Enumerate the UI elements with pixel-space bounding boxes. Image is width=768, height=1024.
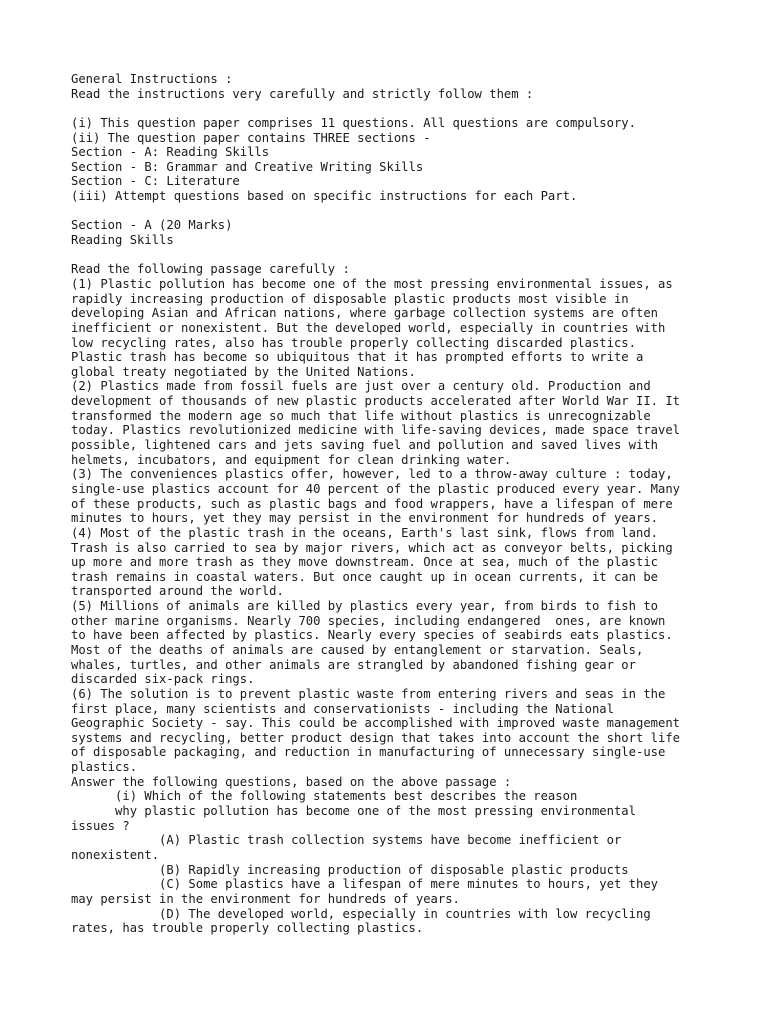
text-line: (B) Rapidly increasing production of disposable plastic products bbox=[71, 862, 629, 877]
text-line: Section - B: Grammar and Creative Writing Skills bbox=[71, 159, 424, 174]
text-line: global treaty negotiated by the United Nations. bbox=[71, 364, 416, 379]
text-line: (C) Some plastics have a lifespan of mere minutes to hours, yet they bbox=[71, 877, 658, 892]
text-line: possible, lightened cars and jets saving fuel and pollution and saved lives with bbox=[71, 438, 658, 453]
text-line: transported around the world. bbox=[71, 584, 284, 599]
text-line: rapidly increasing production of disposable plastic products most visible in bbox=[71, 291, 629, 306]
text-line: transformed the modern age so much that life without plastics is unrecognizable bbox=[71, 408, 651, 423]
text-line: single-use plastics account for 40 percent of the plastic produced every year. Many bbox=[71, 481, 681, 496]
text-line: Reading Skills bbox=[71, 233, 174, 248]
text-line: inefficient or nonexistent. But the developed world, especially in countries with bbox=[71, 320, 666, 335]
text-line: of these products, such as plastic bags and food wrappers, have a lifespan of mere bbox=[71, 496, 673, 511]
text-line: (3) The conveniences plastics offer, however, led to a throw-away culture : today, bbox=[71, 467, 673, 482]
text-line: Section - C: Literature bbox=[71, 174, 240, 189]
text-line: whales, turtles, and other animals are strangled by abandoned fishing gear or bbox=[71, 657, 636, 672]
text-line: minutes to hours, yet they may persist in the environment for hundreds of years. bbox=[71, 511, 658, 526]
text-line: Answer the following questions, based on the above passage : bbox=[71, 774, 512, 789]
text-line: developing Asian and African nations, where garbage collection systems are often bbox=[71, 306, 658, 321]
text-line: (1) Plastic pollution has become one of the most pressing environmental issues, as bbox=[71, 276, 673, 291]
document-page bbox=[71, 72, 751, 936]
text-line: (iii) Attempt questions based on specific instructions for each Part. bbox=[71, 189, 578, 204]
text-line: may persist in the environment for hundreds of years. bbox=[71, 891, 460, 906]
text-line: Most of the deaths of animals are caused by entanglement or starvation. Seals, bbox=[71, 642, 644, 657]
text-line: (6) The solution is to prevent plastic waste from entering rivers and seas in the bbox=[71, 686, 666, 701]
text-line: other marine organisms. Nearly 700 species, including endangered ones, are known bbox=[71, 613, 666, 628]
text-line: to have been affected by plastics. Nearly every species of seabirds eats plastics. bbox=[71, 628, 673, 643]
text-line: (2) Plastics made from fossil fuels are just over a century old. Production and bbox=[71, 379, 651, 394]
text-line: (4) Most of the plastic trash in the oceans, Earth's last sink, flows from land. bbox=[71, 525, 658, 540]
text-line: General Instructions : bbox=[71, 72, 233, 86]
text-line: systems and recycling, better product design that takes into account the short life bbox=[71, 730, 681, 745]
text-line: (ii) The question paper contains THREE sections - bbox=[71, 130, 431, 145]
text-line: helmets, incubators, and equipment for clean drinking water. bbox=[71, 452, 512, 467]
text-line: Trash is also carried to sea by major rivers, which act as conveyor belts, picking bbox=[71, 540, 673, 555]
text-line: issues ? bbox=[71, 818, 130, 833]
text-line: up more and more trash as they move downstream. Once at sea, much of the plastic bbox=[71, 555, 658, 570]
text-line: (A) Plastic trash collection systems have become inefficient or bbox=[71, 833, 622, 848]
text-line: Section - A: Reading Skills bbox=[71, 145, 270, 160]
text-line bbox=[71, 248, 751, 263]
text-line bbox=[71, 101, 751, 116]
text-line: first place, many scientists and conservationists - including the National bbox=[71, 701, 614, 716]
text-line: low recycling rates, also has trouble properly collecting discarded plastics. bbox=[71, 335, 636, 350]
text-line: discarded six-pack rings. bbox=[71, 672, 255, 687]
text-line: plastics. bbox=[71, 760, 138, 775]
text-line: Plastic trash has become so ubiquitous that it has prompted efforts to write a bbox=[71, 350, 644, 365]
text-line: (D) The developed world, especially in countries with low recycling bbox=[71, 906, 651, 921]
text-line: (5) Millions of animals are killed by plastics every year, from birds to fish to bbox=[71, 599, 658, 614]
text-line: Section - A (20 Marks) bbox=[71, 218, 233, 233]
text-line bbox=[71, 204, 751, 219]
text-line: why plastic pollution has become one of the most pressing environmental bbox=[71, 804, 636, 819]
text-line: Read the following passage carefully : bbox=[71, 262, 350, 277]
text-line: rates, has trouble properly collecting plastics. bbox=[71, 921, 424, 936]
text-line: of disposable packaging, and reduction in manufacturing of unnecessary single-use bbox=[71, 745, 666, 760]
text-line: (i) Which of the following statements best describes the reason bbox=[71, 789, 578, 804]
text-line: (i) This question paper comprises 11 questions. All questions are compulsory. bbox=[71, 115, 636, 130]
text-line: today. Plastics revolutionized medicine with life-saving devices, made space travel bbox=[71, 423, 681, 438]
text-line: Geographic Society - say. This could be accomplished with improved waste management bbox=[71, 716, 681, 731]
text-line: nonexistent. bbox=[71, 847, 160, 862]
text-line: development of thousands of new plastic products accelerated after World War II. It bbox=[71, 394, 681, 409]
text-line: Read the instructions very carefully and strictly follow them : bbox=[71, 86, 534, 101]
text-line: trash remains in coastal waters. But once caught up in ocean currents, it can be bbox=[71, 569, 658, 584]
